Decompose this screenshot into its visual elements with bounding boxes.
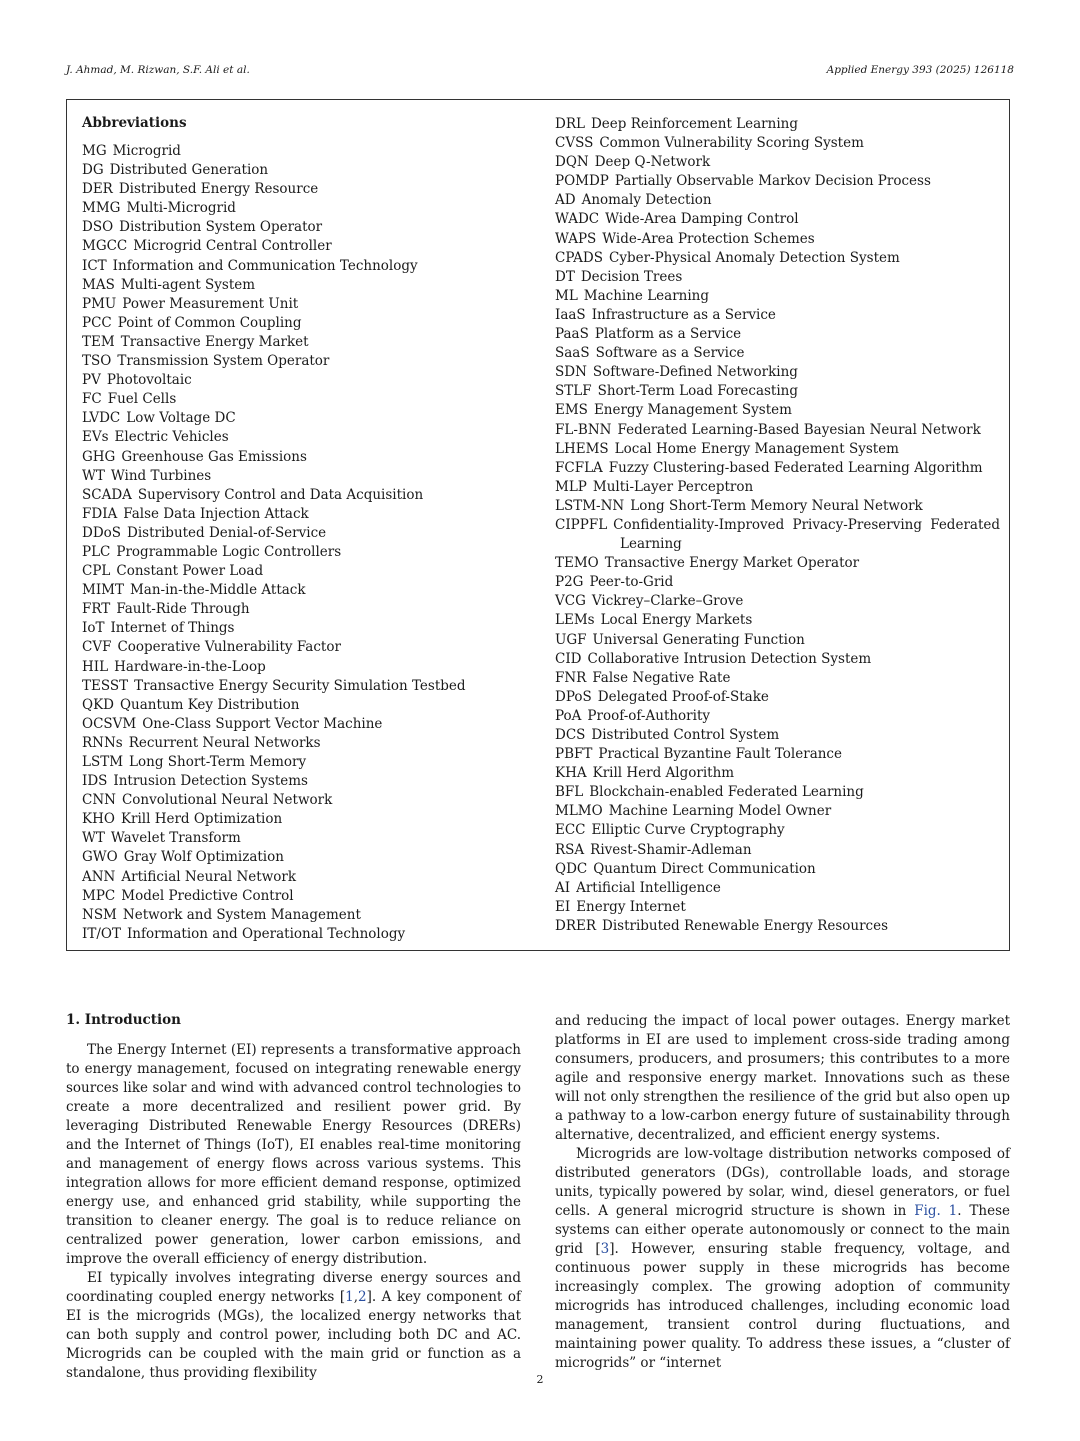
- abbreviations-left-column: [82, 142, 522, 944]
- abbreviation-entry: [555, 230, 1000, 249]
- abbreviation-definition: Multi-agent System: [120, 276, 256, 293]
- abbreviation-definition: Blockchain-enabled Federated Learning: [589, 784, 864, 801]
- abbreviation-entry: [555, 726, 1000, 745]
- abbreviation-term: LHEMS: [555, 440, 609, 457]
- abbreviation-entry: [555, 764, 1000, 783]
- abbreviation-definition-continued: Learning: [620, 536, 682, 553]
- abbreviation-entry: [555, 707, 1000, 726]
- abbreviation-definition: Elliptic Curve Cryptography: [591, 822, 785, 839]
- abbreviation-definition: Intrusion Detection Systems: [113, 773, 308, 790]
- abbreviation-entry: [82, 314, 522, 333]
- abbreviation-definition: Power Measurement Unit: [122, 295, 299, 312]
- abbreviation-entry: [555, 745, 1000, 764]
- abbreviation-term: MMG: [82, 200, 121, 217]
- abbreviation-definition: Microgrid Central Controller: [133, 238, 332, 255]
- running-head-journal: Applied Energy 393 (2025) 126118: [826, 64, 1014, 76]
- abbreviation-definition: Information and Operational Technology: [126, 925, 406, 942]
- abbreviation-term: CPADS: [555, 249, 603, 266]
- abbreviation-entry: [555, 115, 1000, 134]
- abbreviation-term: EMS: [555, 402, 588, 419]
- abbreviation-definition: Quantum Key Distribution: [119, 696, 300, 713]
- abbreviation-term: DCS: [555, 727, 586, 743]
- abbreviation-entry: [555, 134, 1000, 153]
- abbreviation-entry: [555, 573, 1000, 592]
- abbreviation-term: PBFT: [555, 746, 593, 763]
- abbreviation-term: FNR: [555, 669, 587, 686]
- abbreviation-entry: [82, 237, 522, 256]
- abbreviation-definition: Decision Trees: [580, 268, 683, 285]
- abbreviation-entry: [555, 516, 1000, 535]
- abbreviation-term: P2G: [555, 574, 584, 591]
- abbreviation-entry: [555, 172, 1000, 191]
- abbreviation-definition: Partially Observable Markov Decision Process: [614, 173, 931, 190]
- abbreviation-entry: [82, 352, 522, 371]
- intro-paragraph-3: and reducing the impact of local power outages. Energy market platforms in EI are used to implement cross-side trading among consumers, producers, and prosumers; this contributes to a more agile and responsive energy market. Innovations such as these will not only strengthen the resilience of the grid but also open up a pathway to a low-carbon energy future of sustainability through alternative, decentralized, and efficient energy systems.: [555, 1013, 1010, 1143]
- abbreviations-box: [66, 99, 1010, 951]
- abbreviation-entry: [82, 753, 522, 772]
- abbreviation-definition: Recurrent Neural Networks: [128, 734, 321, 751]
- abbreviation-term: DSO: [82, 219, 114, 236]
- abbreviation-definition: Wide-Area Damping Control: [605, 211, 799, 228]
- abbreviation-term: DG: [82, 162, 104, 179]
- abbreviation-term: PMU: [82, 295, 117, 312]
- abbreviation-definition: One-Class Support Vector Machine: [142, 715, 383, 732]
- abbreviation-definition: Internet of Things: [110, 620, 235, 637]
- abbreviation-definition: Software as a Service: [595, 345, 745, 362]
- abbreviation-entry: [555, 497, 1000, 516]
- abbreviation-term: PV: [82, 372, 101, 389]
- running-head-authors: J. Ahmad, M. Rizwan, S.F. Ali et al.: [66, 64, 250, 76]
- abbreviation-definition: Proof-of-Authority: [587, 707, 711, 724]
- abbreviation-term: IDS: [82, 773, 108, 790]
- abbreviation-definition: Cyber-Physical Anomaly Detection System: [609, 249, 900, 266]
- abbreviation-term: IoT: [82, 620, 105, 637]
- abbreviation-term: RSA: [555, 841, 585, 858]
- abbreviation-entry: [82, 161, 522, 180]
- abbreviation-definition: Platform as a Service: [594, 326, 742, 343]
- abbreviation-term: PLC: [82, 543, 111, 560]
- abbreviation-term: MLP: [555, 478, 587, 495]
- abbreviation-definition: Photovoltaic: [106, 372, 192, 389]
- abbreviation-entry: [555, 898, 1000, 917]
- intro-paragraph-1: The Energy Internet (EI) represents a transformative approach to energy management, focused on integrating renewable energy sources like solar and wind with advanced control technologies to create a more decentralized and resilient power grid. By leveraging Distributed Renewable Energy Resources (DRERs) and the Internet of Things (IoT), EI enables real-time monitoring and management of energy flows across various systems. This integration allows for more efficient demand response, optimized energy use, and enhanced grid stability, while supporting the transition to cleaner energy. The goal is to reduce reliance on centralized power generation, lower carbon emissions, and improve the overall efficiency of energy distribution.: [66, 1042, 521, 1267]
- abbreviation-definition: Artificial Neural Network: [121, 868, 297, 885]
- abbreviation-entry: [555, 153, 1000, 172]
- abbreviation-definition: Distributed Generation: [109, 162, 269, 179]
- abbreviation-entry: [82, 467, 522, 486]
- abbreviation-term: TESST: [82, 677, 129, 694]
- abbreviation-term: WT: [82, 830, 105, 847]
- abbreviation-term: VCG: [555, 593, 586, 610]
- abbreviation-definition: Krill Herd Algorithm: [592, 765, 735, 782]
- abbreviation-entry: [82, 448, 522, 467]
- abbreviation-entry: [555, 268, 1000, 287]
- abbreviation-definition: Quantum Direct Communication: [593, 860, 816, 877]
- abbreviation-definition: Machine Learning: [583, 287, 710, 304]
- abbreviation-entry: [82, 409, 522, 428]
- abbreviation-definition: Information and Communication Technology: [112, 257, 418, 274]
- abbreviation-term: ML: [555, 287, 578, 304]
- citation-link[interactable]: 2: [358, 1289, 367, 1305]
- abbreviation-entry: [82, 810, 522, 829]
- abbreviation-entry: [555, 325, 1000, 344]
- abbreviation-term: POMDP: [555, 173, 609, 190]
- abbreviation-term: DPoS: [555, 688, 592, 705]
- abbreviation-term: FL-BNN: [555, 421, 612, 438]
- abbreviation-entry: [555, 249, 1000, 268]
- abbreviation-term: DQN: [555, 154, 589, 171]
- abbreviation-definition: Practical Byzantine Fault Tolerance: [598, 746, 842, 763]
- abbreviation-term: SCADA: [82, 486, 132, 503]
- abbreviation-entry: [555, 382, 1000, 401]
- abbreviation-entry: [555, 917, 1000, 936]
- abbreviation-term: OCSVM: [82, 715, 137, 732]
- abbreviation-entry: [82, 677, 522, 696]
- abbreviation-entry: [82, 218, 522, 237]
- abbreviation-definition: Wind Turbines: [110, 467, 212, 484]
- abbreviation-definition: Confidentiality-Improved Privacy-Preserving Federated: [613, 516, 1000, 533]
- abbreviation-term: KHO: [82, 811, 115, 828]
- abbreviation-entry: [82, 581, 522, 600]
- abbreviation-definition: Fuzzy Clustering-based Federated Learning Algorithm: [608, 459, 983, 476]
- abbreviation-term: CIPPFL: [555, 516, 608, 533]
- abbreviation-definition: Machine Learning Model Owner: [608, 803, 832, 820]
- abbreviation-definition: Energy Management System: [593, 402, 792, 419]
- abbreviation-term: PoA: [555, 707, 582, 724]
- abbreviation-entry: [555, 459, 1000, 478]
- abbreviation-term: SaaS: [555, 345, 590, 362]
- abbreviation-term: ECC: [555, 822, 586, 839]
- abbreviation-definition: Network and System Management: [122, 906, 361, 923]
- abbreviation-entry: [555, 611, 1000, 630]
- abbreviation-entry: [555, 287, 1000, 306]
- abbreviation-entry: [82, 619, 522, 638]
- abbreviation-term: CID: [555, 650, 582, 667]
- abbreviation-definition: Long Short-Term Memory: [129, 754, 307, 770]
- abbreviation-entry: [82, 887, 522, 906]
- citation-link[interactable]: 1: [345, 1289, 354, 1305]
- abbreviation-term: TEM: [82, 333, 115, 350]
- abbreviation-entry: [82, 371, 522, 390]
- abbreviation-definition: Short-Term Load Forecasting: [597, 383, 799, 400]
- abbreviation-entry: [82, 562, 522, 581]
- abbreviation-entry: [82, 390, 522, 409]
- abbreviation-entry: [555, 306, 1000, 325]
- abbreviation-term: BFL: [555, 784, 584, 801]
- abbreviation-definition: Vickrey–Clarke–Grove: [591, 593, 744, 610]
- abbreviation-term: CNN: [82, 792, 116, 809]
- abbreviation-term: PCC: [82, 314, 112, 331]
- abbreviation-term: QKD: [82, 696, 114, 713]
- abbreviation-definition: Wavelet Transform: [110, 830, 241, 847]
- abbreviation-definition: Low Voltage DC: [126, 410, 236, 427]
- abbreviation-definition: Artificial Intelligence: [576, 879, 721, 896]
- abbreviation-definition: Greenhouse Gas Emissions: [121, 448, 307, 465]
- abbreviation-entry: [82, 142, 522, 161]
- abbreviation-definition: Fuel Cells: [107, 391, 177, 408]
- abbreviation-term: MAS: [82, 276, 115, 293]
- abbreviation-entry: [82, 199, 522, 218]
- abbreviation-definition: Fault-Ride Through: [116, 601, 250, 618]
- abbreviation-entry: [555, 650, 1000, 669]
- abbreviation-term: KHA: [555, 765, 587, 782]
- abbreviation-entry: [555, 783, 1000, 802]
- abbreviation-term: QDC: [555, 860, 588, 877]
- abbreviation-definition: Wide-Area Protection Schemes: [602, 230, 815, 247]
- abbreviation-definition: Microgrid: [112, 143, 181, 159]
- abbreviation-term: DT: [555, 268, 575, 285]
- abbreviation-term: NSM: [82, 906, 117, 923]
- abbreviation-definition: Local Energy Markets: [600, 612, 753, 629]
- abbreviation-entry: [555, 802, 1000, 821]
- abbreviation-definition: Electric Vehicles: [114, 429, 229, 446]
- abbreviation-entry: [82, 658, 522, 677]
- abbreviation-entry: [555, 344, 1000, 363]
- abbreviation-term: IaaS: [555, 306, 586, 323]
- abbreviation-term: LSTM-NN: [555, 497, 625, 514]
- abbreviation-entry: [555, 363, 1000, 382]
- abbreviation-definition: Software-Defined Networking: [592, 364, 798, 381]
- abbreviation-term: LSTM: [82, 754, 124, 770]
- abbreviation-entry: [82, 734, 522, 753]
- introduction-right-column: [555, 1012, 1010, 1373]
- abbreviation-term: STLF: [555, 383, 592, 400]
- abbreviations-right-column: [555, 115, 1000, 936]
- abbreviation-definition: Transmission System Operator: [117, 353, 330, 370]
- abbreviation-term: SDN: [555, 364, 587, 381]
- abbreviation-term: AI: [555, 879, 571, 896]
- abbreviation-entry: [82, 505, 522, 524]
- abbreviation-term: ICT: [82, 257, 107, 274]
- abbreviation-definition: Federated Learning-Based Bayesian Neural Network: [617, 421, 981, 438]
- abbreviation-entry: [555, 841, 1000, 860]
- abbreviation-definition: Common Vulnerability Scoring System: [599, 135, 864, 152]
- abbreviation-term: MIMT: [82, 582, 124, 599]
- abbreviation-definition: Distributed Denial-of-Service: [127, 524, 327, 541]
- abbreviation-term: EVs: [82, 429, 109, 446]
- running-head: [66, 64, 1014, 80]
- abbreviation-entry: [82, 925, 522, 944]
- abbreviation-entry: [82, 257, 522, 276]
- abbreviation-entry: [82, 524, 522, 543]
- abbreviation-entry: [555, 440, 1000, 459]
- abbreviation-definition: Distributed Control System: [591, 727, 780, 743]
- abbreviation-term: FDIA: [82, 505, 118, 522]
- abbreviation-term: AD: [555, 192, 576, 209]
- citation-link[interactable]: 3: [600, 1241, 610, 1257]
- abbreviation-definition: Cooperative Vulnerability Factor: [117, 639, 341, 656]
- abbreviation-entry: [555, 879, 1000, 898]
- abbreviation-entry: [555, 191, 1000, 210]
- abbreviation-entry: [555, 554, 1000, 573]
- abbreviation-term: MGCC: [82, 238, 128, 255]
- abbreviation-entry: [555, 401, 1000, 420]
- figure-link[interactable]: Fig. 1: [914, 1203, 958, 1219]
- abbreviation-term: PaaS: [555, 326, 589, 343]
- abbreviation-definition: False Data Injection Attack: [123, 505, 309, 522]
- abbreviation-term: MLMO: [555, 803, 603, 820]
- abbreviation-definition: Hardware-in-the-Loop: [114, 658, 266, 675]
- abbreviation-definition: Constant Power Load: [116, 563, 264, 580]
- abbreviation-entry: [82, 486, 522, 505]
- intro-paragraph-4: Microgrids are low-voltage distribution networks composed of distributed generators (DGs), controllable loads, and storage units, typically powered by solar, wind, diesel generators, or fuel cells. A general microgrid structure is shown in Fig. 1. These systems can either operate autonomously or connect to the main grid [3]. However, ensuring stable frequency, voltage, and continuous power supply in these microgrids has become increasingly complex. The growing adoption of community microgrids has introduced challenges, including economic load management, transient control during fluctuations, and maintaining power quality. To address these issues, a “cluster of microgrids” or “internet: [555, 1146, 1010, 1371]
- abbreviation-entry: [82, 638, 522, 657]
- introduction-left-column: [66, 1012, 521, 1383]
- abbreviation-term: EI: [555, 898, 571, 915]
- abbreviation-definition: Krill Herd Optimization: [120, 811, 283, 828]
- abbreviation-definition: Supervisory Control and Data Acquisition: [137, 486, 424, 503]
- abbreviation-entry: [82, 180, 522, 199]
- abbreviation-term: WT: [82, 467, 105, 484]
- abbreviation-term: RNNs: [82, 734, 123, 751]
- abbreviation-definition: Point of Common Coupling: [117, 314, 302, 331]
- abbreviation-entry: [555, 421, 1000, 440]
- abbreviation-definition: Transactive Energy Security Simulation Testbed: [134, 677, 466, 694]
- abbreviation-entry: [555, 669, 1000, 688]
- abbreviation-term: FRT: [82, 601, 111, 618]
- abbreviation-entry: [82, 772, 522, 791]
- abbreviation-definition: Deep Reinforcement Learning: [590, 116, 798, 132]
- abbreviation-definition: Man-in-the-Middle Attack: [129, 582, 306, 599]
- intro-paragraph-2: EI typically involves integrating diverse energy sources and coordinating coupled energy networks [1,2]. A key component of EI is the microgrids (MGs), the localized energy networks that can both supply and control power, including both DC and AC. Microgrids can be coupled with the main grid or function as a standalone, thus providing flexibility: [66, 1270, 521, 1381]
- abbreviation-definition: Rivest-Shamir-Adleman: [590, 841, 752, 858]
- abbreviation-term: MG: [82, 143, 107, 159]
- abbreviation-term: LEMs: [555, 612, 595, 629]
- abbreviation-entry: [82, 829, 522, 848]
- abbreviation-definition: Peer-to-Grid: [589, 574, 674, 591]
- abbreviation-entry: [82, 868, 522, 887]
- page-number: 2: [536, 1373, 544, 1386]
- abbreviation-term: DRER: [555, 917, 597, 934]
- abbreviation-term: LVDC: [82, 410, 121, 427]
- abbreviation-term: WADC: [555, 211, 600, 228]
- abbreviation-term: FCFLA: [555, 459, 603, 476]
- abbreviation-definition: Distribution System Operator: [119, 219, 323, 236]
- abbreviation-definition: Gray Wolf Optimization: [123, 849, 284, 866]
- abbreviation-term: IT/OT: [82, 925, 121, 942]
- abbreviation-term: FC: [82, 391, 102, 408]
- abbreviation-definition: Multi-Microgrid: [126, 200, 236, 217]
- section-title: 1. Introduction: [66, 1012, 181, 1028]
- abbreviations-title: Abbreviations: [82, 115, 187, 131]
- abbreviation-entry: [555, 478, 1000, 497]
- abbreviation-definition: Transactive Energy Market: [120, 333, 309, 350]
- abbreviation-entry: [82, 848, 522, 867]
- abbreviation-definition: Programmable Logic Controllers: [116, 543, 342, 560]
- abbreviation-term: WAPS: [555, 230, 597, 247]
- abbreviation-term: MPC: [82, 887, 116, 904]
- abbreviation-term: CPL: [82, 563, 111, 580]
- abbreviation-definition: Infrastructure as a Service: [591, 306, 776, 323]
- abbreviation-entry: [82, 276, 522, 295]
- abbreviation-term: HIL: [82, 658, 109, 675]
- abbreviation-definition: Long Short-Term Memory Neural Network: [630, 497, 923, 514]
- abbreviation-entry: [555, 860, 1000, 879]
- abbreviation-definition: Distributed Renewable Energy Resources: [602, 917, 889, 934]
- abbreviation-definition: Transactive Energy Market Operator: [604, 555, 860, 572]
- abbreviation-entry: [82, 715, 522, 734]
- abbreviation-entry: [82, 791, 522, 810]
- abbreviation-entry: [555, 210, 1000, 229]
- abbreviation-definition: Distributed Energy Resource: [118, 181, 319, 198]
- abbreviation-term: GWO: [82, 849, 118, 866]
- abbreviation-entry: [555, 821, 1000, 840]
- abbreviation-entry: [82, 600, 522, 619]
- abbreviation-entry: [82, 543, 522, 562]
- abbreviation-definition: Universal Generating Function: [592, 631, 805, 648]
- abbreviation-definition: Collaborative Intrusion Detection System: [587, 650, 872, 667]
- abbreviation-definition: Anomaly Detection: [581, 192, 712, 209]
- abbreviation-term: DRL: [555, 116, 585, 132]
- abbreviation-entry: [82, 906, 522, 925]
- abbreviation-entry: [555, 592, 1000, 611]
- abbreviation-definition: False Negative Rate: [592, 669, 731, 686]
- abbreviation-term: DER: [82, 181, 113, 198]
- abbreviation-definition: Energy Internet: [576, 898, 686, 915]
- abbreviation-term: CVSS: [555, 135, 594, 152]
- abbreviation-term: DDoS: [82, 524, 122, 541]
- abbreviation-definition: Delegated Proof-of-Stake: [597, 688, 769, 705]
- abbreviation-entry: [82, 333, 522, 352]
- abbreviation-definition: Local Home Energy Management System: [614, 440, 899, 457]
- abbreviation-term: GHG: [82, 448, 116, 465]
- abbreviation-term: CVF: [82, 639, 112, 656]
- abbreviation-definition: Convolutional Neural Network: [121, 792, 333, 809]
- abbreviation-entry: [82, 696, 522, 715]
- abbreviation-entry: [82, 295, 522, 314]
- abbreviation-term: ANN: [82, 868, 116, 885]
- abbreviation-definition: Multi-Layer Perceptron: [592, 478, 754, 495]
- abbreviation-definition: Deep Q-Network: [594, 154, 711, 171]
- abbreviation-term: TEMO: [555, 555, 599, 572]
- abbreviation-entry: [82, 428, 522, 447]
- abbreviation-definition: Model Predictive Control: [121, 887, 294, 904]
- abbreviation-term: UGF: [555, 631, 587, 648]
- abbreviation-term: TSO: [82, 353, 112, 370]
- abbreviation-entry: [555, 631, 1000, 650]
- abbreviation-entry: [555, 688, 1000, 707]
